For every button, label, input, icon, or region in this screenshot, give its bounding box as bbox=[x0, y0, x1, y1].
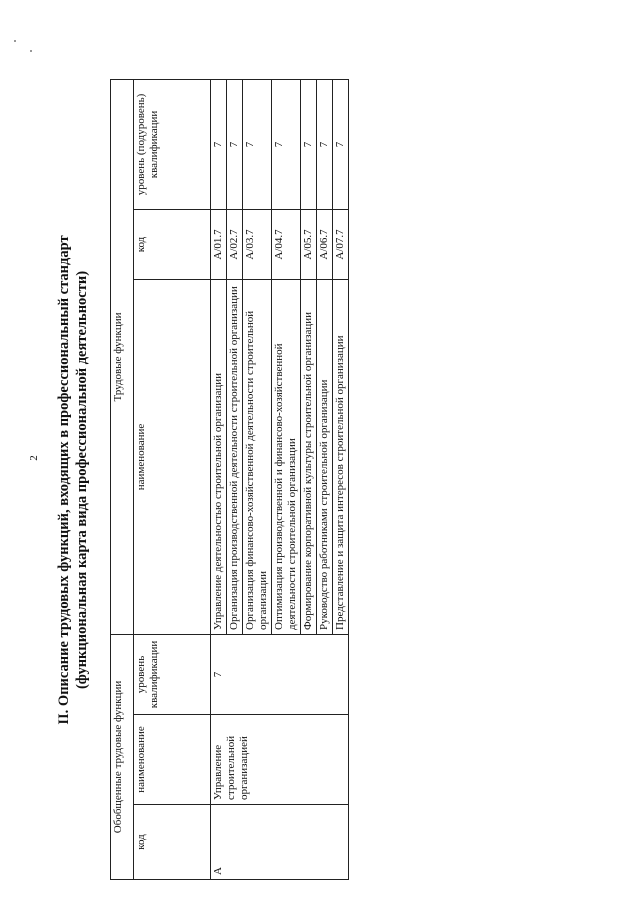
function-level: 7 bbox=[272, 79, 301, 209]
labor-functions-header: Трудовые функции bbox=[111, 79, 134, 634]
function-level: 7 bbox=[333, 79, 349, 209]
generalized-functions-header: Обобщенные трудовые функции bbox=[111, 634, 134, 879]
col-name-header: наименование bbox=[134, 715, 211, 805]
page-number: 2 bbox=[27, 455, 40, 461]
function-code: A/05.7 bbox=[301, 209, 317, 279]
col-code-header: код bbox=[134, 805, 211, 880]
title-line-1: II. Описание трудовых функций, входящих в профессиональный стандарт bbox=[56, 235, 72, 725]
generalized-code: A bbox=[211, 805, 349, 880]
function-name: Руководство работниками строительной организации bbox=[317, 279, 333, 634]
function-name: Организация финансово-хозяйственной деятельности строительной организации bbox=[243, 279, 272, 634]
function-code: A/07.7 bbox=[333, 209, 349, 279]
function-level: 7 bbox=[317, 79, 333, 209]
col-sub-name-header: наименование bbox=[134, 279, 211, 634]
function-code: A/01.7 bbox=[211, 209, 227, 279]
rotated-sheet bbox=[55, 80, 355, 880]
section-title bbox=[55, 80, 91, 880]
function-name: Формирование корпоративной культуры строительной организации bbox=[301, 279, 317, 634]
function-name: Управление деятельностью строительной организации bbox=[211, 279, 227, 634]
function-level: 7 bbox=[243, 79, 272, 209]
title-line-2: (функциональная карта вида профессиональной деятельности) bbox=[74, 270, 90, 690]
generalized-name: Управление строительной организацией bbox=[211, 715, 349, 805]
function-name: Представление и защита интересов строительной организации bbox=[333, 279, 349, 634]
function-name: Организация производственной деятельности строительной организации bbox=[227, 279, 243, 634]
function-code: A/03.7 bbox=[243, 209, 272, 279]
function-level: 7 bbox=[211, 79, 227, 209]
function-code: A/04.7 bbox=[272, 209, 301, 279]
function-name: Оптимизация производственной и финансово-хозяйственной деятельности строительной организации bbox=[272, 279, 301, 634]
function-code: A/02.7 bbox=[227, 209, 243, 279]
function-code: A/06.7 bbox=[317, 209, 333, 279]
functional-map-table bbox=[110, 79, 349, 880]
table-row bbox=[211, 79, 227, 879]
col-level-header: уровень квалификации bbox=[134, 634, 211, 714]
function-level: 7 bbox=[301, 79, 317, 209]
col-sub-level-header: уровень (подуровень) квалификации bbox=[134, 79, 211, 209]
function-level: 7 bbox=[227, 79, 243, 209]
generalized-level: 7 bbox=[211, 634, 349, 714]
col-sub-code-header: код bbox=[134, 209, 211, 279]
